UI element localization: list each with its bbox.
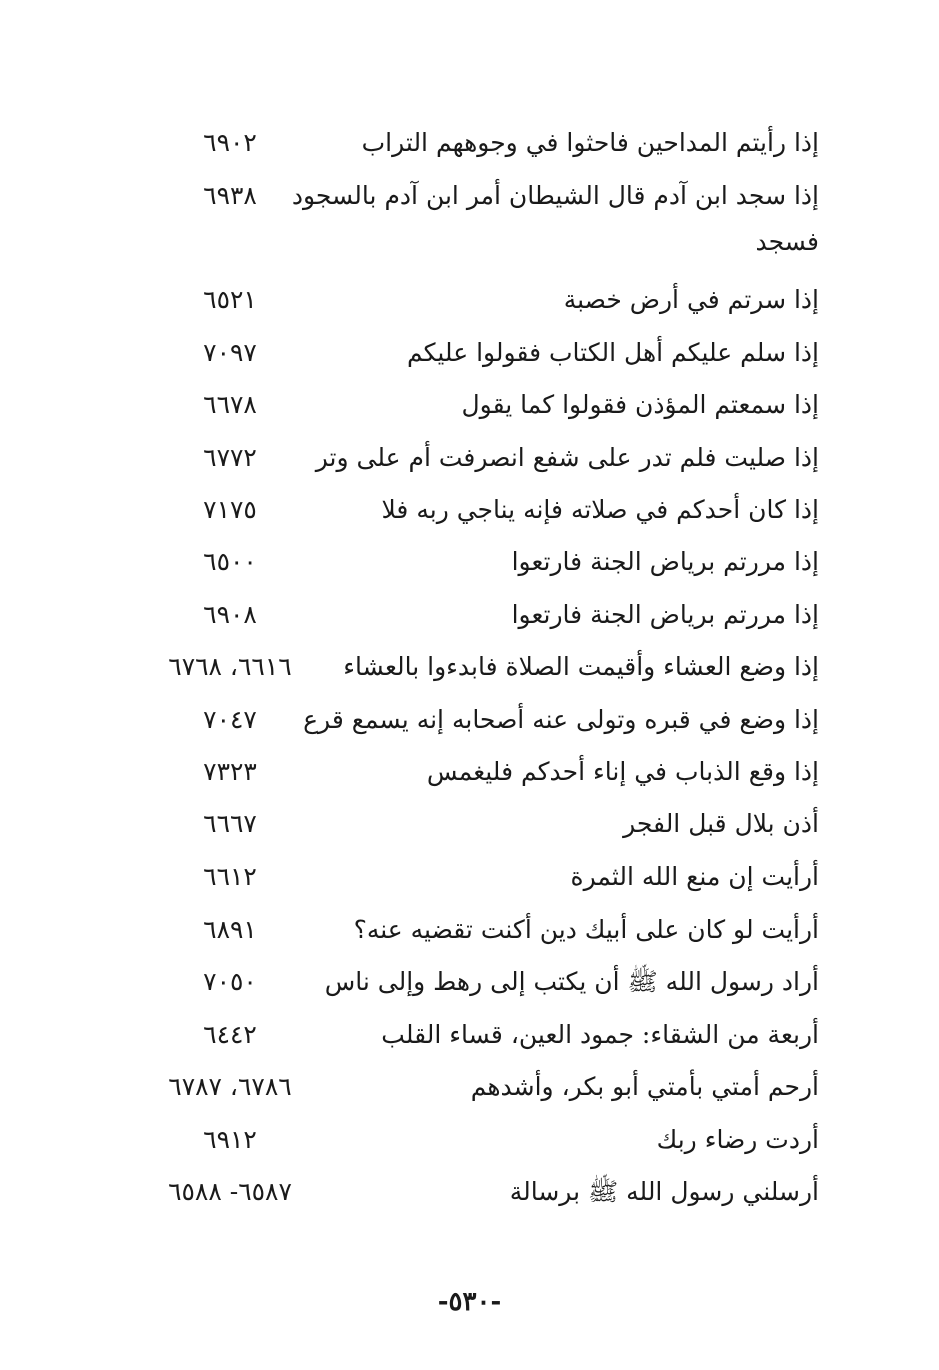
hadith-reference-number: ٦٤٤٢	[203, 1020, 257, 1049]
hadith-reference-number: ٦٦٦٧	[203, 809, 257, 838]
hadith-text: أراد رسول الله ﷺ أن يكتب إلى رهط وإلى ناس	[324, 967, 819, 996]
hadith-text: إذا سرتم في أرض خصبة	[563, 285, 819, 314]
hadith-reference-number: ٦٩٠٨	[203, 600, 257, 629]
hadith-text-continuation: فسجد	[755, 227, 819, 256]
hadith-text: أرأيت إن منع الله الثمرة	[570, 862, 819, 891]
index-entry	[0, 1120, 939, 1160]
hadith-text: إذا وضع في قبره وتولى عنه أصحابه إنه يسمع قرع	[303, 705, 819, 734]
hadith-text: إذا وقع الذباب في إناء أحدكم فليغمس	[426, 757, 819, 786]
index-entry	[0, 962, 939, 1002]
hadith-reference-number: ٧٠٥٠	[203, 967, 257, 996]
hadith-reference-number: ٦٨٩١	[203, 915, 257, 944]
hadith-text: أرسلني رسول الله ﷺ برسالة	[509, 1177, 819, 1206]
index-entry	[0, 700, 939, 740]
index-entry	[0, 542, 939, 582]
hadith-reference-number: ٦٩٠٢	[203, 128, 257, 157]
hadith-reference-number: ٦٩٣٨	[203, 181, 257, 210]
index-entry	[0, 1172, 939, 1212]
index-entry	[0, 1015, 939, 1055]
hadith-reference-number: ٧٠٤٧	[203, 705, 257, 734]
hadith-text: أربعة من الشقاء: جمود العين، قساء القلب	[381, 1020, 819, 1049]
hadith-reference-number: ٧١٧٥	[203, 495, 257, 524]
index-entry	[0, 752, 939, 792]
hadith-reference-number: ٧٠٩٧	[203, 338, 257, 367]
hadith-reference-number: ٦٦١٢	[203, 862, 257, 891]
hadith-reference-number: ٦٥٠٠	[203, 547, 257, 576]
index-entry	[0, 595, 939, 635]
index-entry	[0, 123, 939, 163]
index-entry	[0, 804, 939, 844]
index-entry	[0, 385, 939, 425]
hadith-text: إذا سلم عليكم أهل الكتاب فقولوا عليكم	[406, 338, 819, 367]
hadith-text: أرأيت لو كان على أبيك دين أكنت تقضيه عنه؟	[353, 915, 819, 944]
index-entry	[0, 1067, 939, 1107]
hadith-text: إذا مررتم برياض الجنة فارتعوا	[511, 600, 819, 629]
index-entry	[0, 857, 939, 897]
index-entry	[0, 647, 939, 687]
hadith-text: إذا رأيتم المداحين فاحثوا في وجوههم التراب	[361, 128, 819, 157]
hadith-reference-number: ٦٦١٦، ٦٧٦٨	[168, 652, 292, 681]
hadith-text: أذن بلال قبل الفجر	[623, 809, 819, 838]
hadith-text: إذا سجد ابن آدم قال الشيطان أمر ابن آدم بالسجود	[291, 181, 819, 210]
hadith-reference-number: ٦٦٧٨	[203, 390, 257, 419]
index-entry	[0, 280, 939, 320]
hadith-reference-number: ٦٧٧٢	[203, 443, 257, 472]
hadith-text: إذا صليت فلم تدر على شفع انصرفت أم على وتر	[315, 443, 819, 472]
hadith-text: أردت رضاء ربك	[656, 1125, 819, 1154]
hadith-text: إذا سمعتم المؤذن فقولوا كما يقول	[461, 390, 819, 419]
hadith-text: إذا مررتم برياض الجنة فارتعوا	[511, 547, 819, 576]
hadith-reference-number: ٦٥٨٧- ٦٥٨٨	[168, 1177, 292, 1206]
page-number: -٥٣٠-	[437, 1287, 502, 1317]
hadith-reference-number: ٧٣٢٣	[203, 757, 257, 786]
hadith-reference-number: ٦٧٨٦، ٦٧٨٧	[168, 1072, 292, 1101]
index-entry	[0, 438, 939, 478]
index-entry	[0, 333, 939, 373]
hadith-text: إذا وضع العشاء وأقيمت الصلاة فابدءوا بالعشاء	[343, 652, 819, 681]
hadith-text: أرحم أمتي بأمتي أبو بكر، وأشدهم	[470, 1072, 819, 1101]
hadith-reference-number: ٦٩١٢	[203, 1125, 257, 1154]
hadith-text: إذا كان أحدكم في صلاته فإنه يناجي ربه فلا	[381, 495, 819, 524]
index-entry	[0, 176, 939, 216]
index-entry	[0, 910, 939, 950]
index-entry	[0, 490, 939, 530]
hadith-reference-number: ٦٥٢١	[203, 285, 257, 314]
